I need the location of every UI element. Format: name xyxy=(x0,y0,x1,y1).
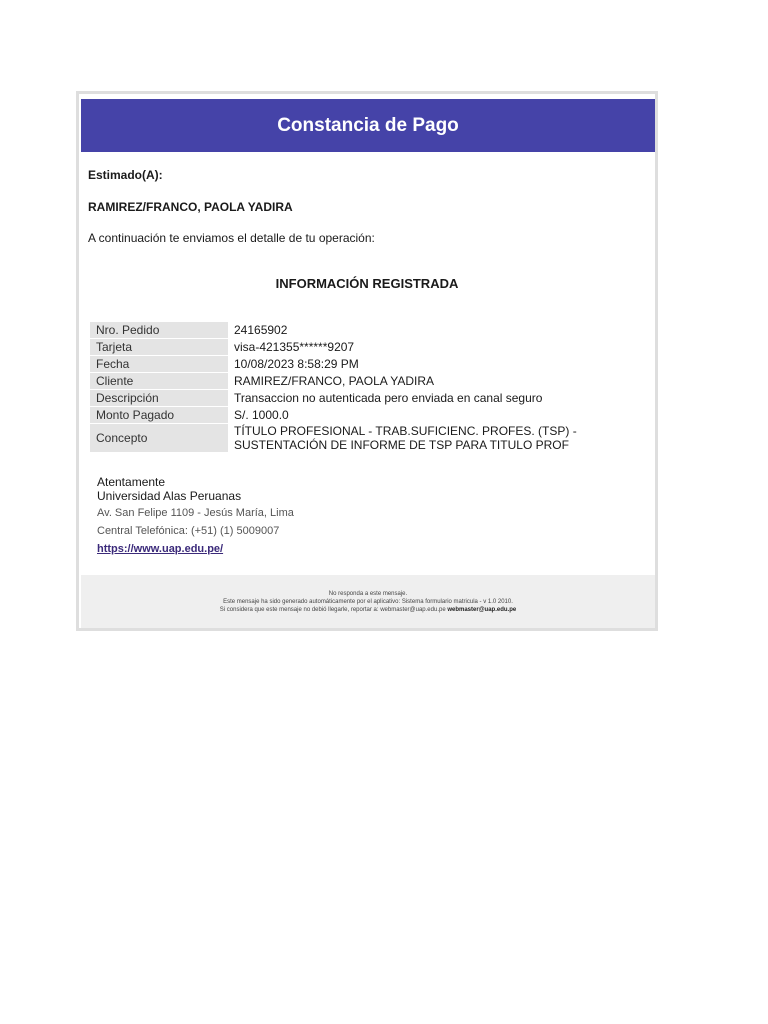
row-value-card: visa-421355******9207 xyxy=(234,340,355,354)
receipt-header-banner xyxy=(81,99,655,152)
client-name: RAMIREZ/FRANCO, PAOLA YADIRA xyxy=(88,200,293,214)
row-label-client: Cliente xyxy=(90,373,228,389)
row-value-client: RAMIREZ/FRANCO, PAOLA YADIRA xyxy=(234,374,435,388)
footer-line-2: Este mensaje ha sido generado automáticamente por el aplicativo: Sistema formulario matricula - v 1.0 2010. xyxy=(223,599,513,605)
row-label-order-number: Nro. Pedido xyxy=(90,322,228,338)
section-title: INFORMACIÓN REGISTRADA xyxy=(275,276,459,291)
website-link[interactable]: https://www.uap.edu.pe/ xyxy=(97,543,224,555)
footer-line-1: No responda a este mensaje. xyxy=(328,591,408,597)
row-value-order-number: 24165902 xyxy=(234,323,288,337)
row-label-concept: Concepto xyxy=(90,424,228,452)
table-row xyxy=(90,407,650,423)
greeting: Estimado(A): xyxy=(88,168,163,182)
row-value-amount: S/. 1000.0 xyxy=(234,408,289,422)
signoff-block xyxy=(97,475,241,503)
row-label-date: Fecha xyxy=(90,356,228,372)
payment-receipt xyxy=(76,91,658,631)
footer-webmaster-email[interactable]: webmaster@uap.edu.pe xyxy=(447,607,517,613)
table-row xyxy=(90,322,650,338)
table-row xyxy=(90,424,650,452)
receipt-title: Constancia de Pago xyxy=(277,114,459,136)
row-value-description: Transaccion no autenticada pero enviada en canal seguro xyxy=(234,391,543,405)
row-label-description: Descripción xyxy=(90,390,228,406)
footer-disclaimer xyxy=(81,575,655,628)
organization-address: Av. San Felipe 1109 - Jesús María, Lima xyxy=(97,507,294,519)
row-value-date: 10/08/2023 8:58:29 PM xyxy=(234,357,359,371)
row-label-card: Tarjeta xyxy=(90,339,228,355)
footer-line-3-text: Si considera que este mensaje no debió llegarle, reportar a: webmaster@uap.edu.pe xyxy=(219,607,446,613)
row-label-amount: Monto Pagado xyxy=(90,407,228,423)
row-value-concept: TÍTULO PROFESIONAL - TRAB.SUFICIENC. PROFES. (TSP) - SUSTENTACIÓN DE INFORME DE TSP PARA TITULO PROF xyxy=(234,424,577,452)
table-row xyxy=(90,356,650,372)
signoff-closing: Atentamente xyxy=(97,475,166,489)
table-row xyxy=(90,390,650,406)
intro-text: A continuación te enviamos el detalle de tu operación: xyxy=(88,231,375,245)
signoff-organization: Universidad Alas Peruanas xyxy=(97,489,242,503)
organization-phone: Central Telefónica: (+51) (1) 5009007 xyxy=(97,525,280,537)
table-row xyxy=(90,373,650,389)
details-table xyxy=(90,321,650,453)
footer-line-3 xyxy=(81,606,655,614)
table-row xyxy=(90,339,650,355)
